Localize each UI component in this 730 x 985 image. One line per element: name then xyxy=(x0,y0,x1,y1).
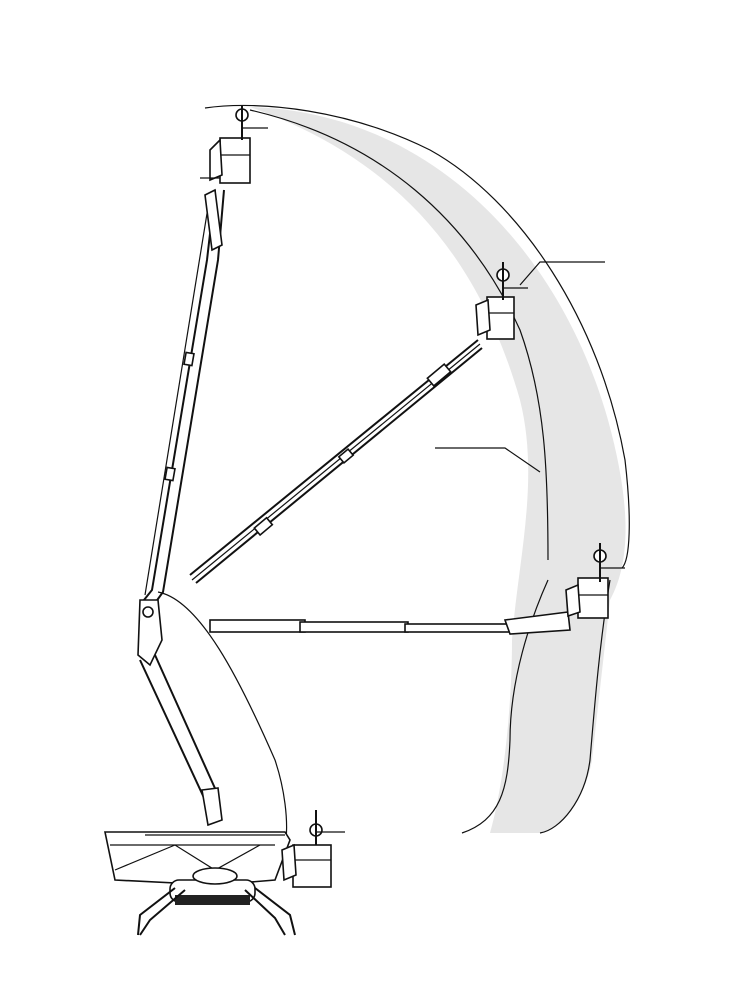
boom-diagonal xyxy=(190,262,528,583)
boom-max-height xyxy=(140,105,268,610)
lower-boom xyxy=(138,600,285,835)
pointer-250 xyxy=(435,448,540,472)
range-envelope xyxy=(250,107,626,833)
basket-stowed xyxy=(282,810,345,887)
machine-base xyxy=(105,832,295,935)
